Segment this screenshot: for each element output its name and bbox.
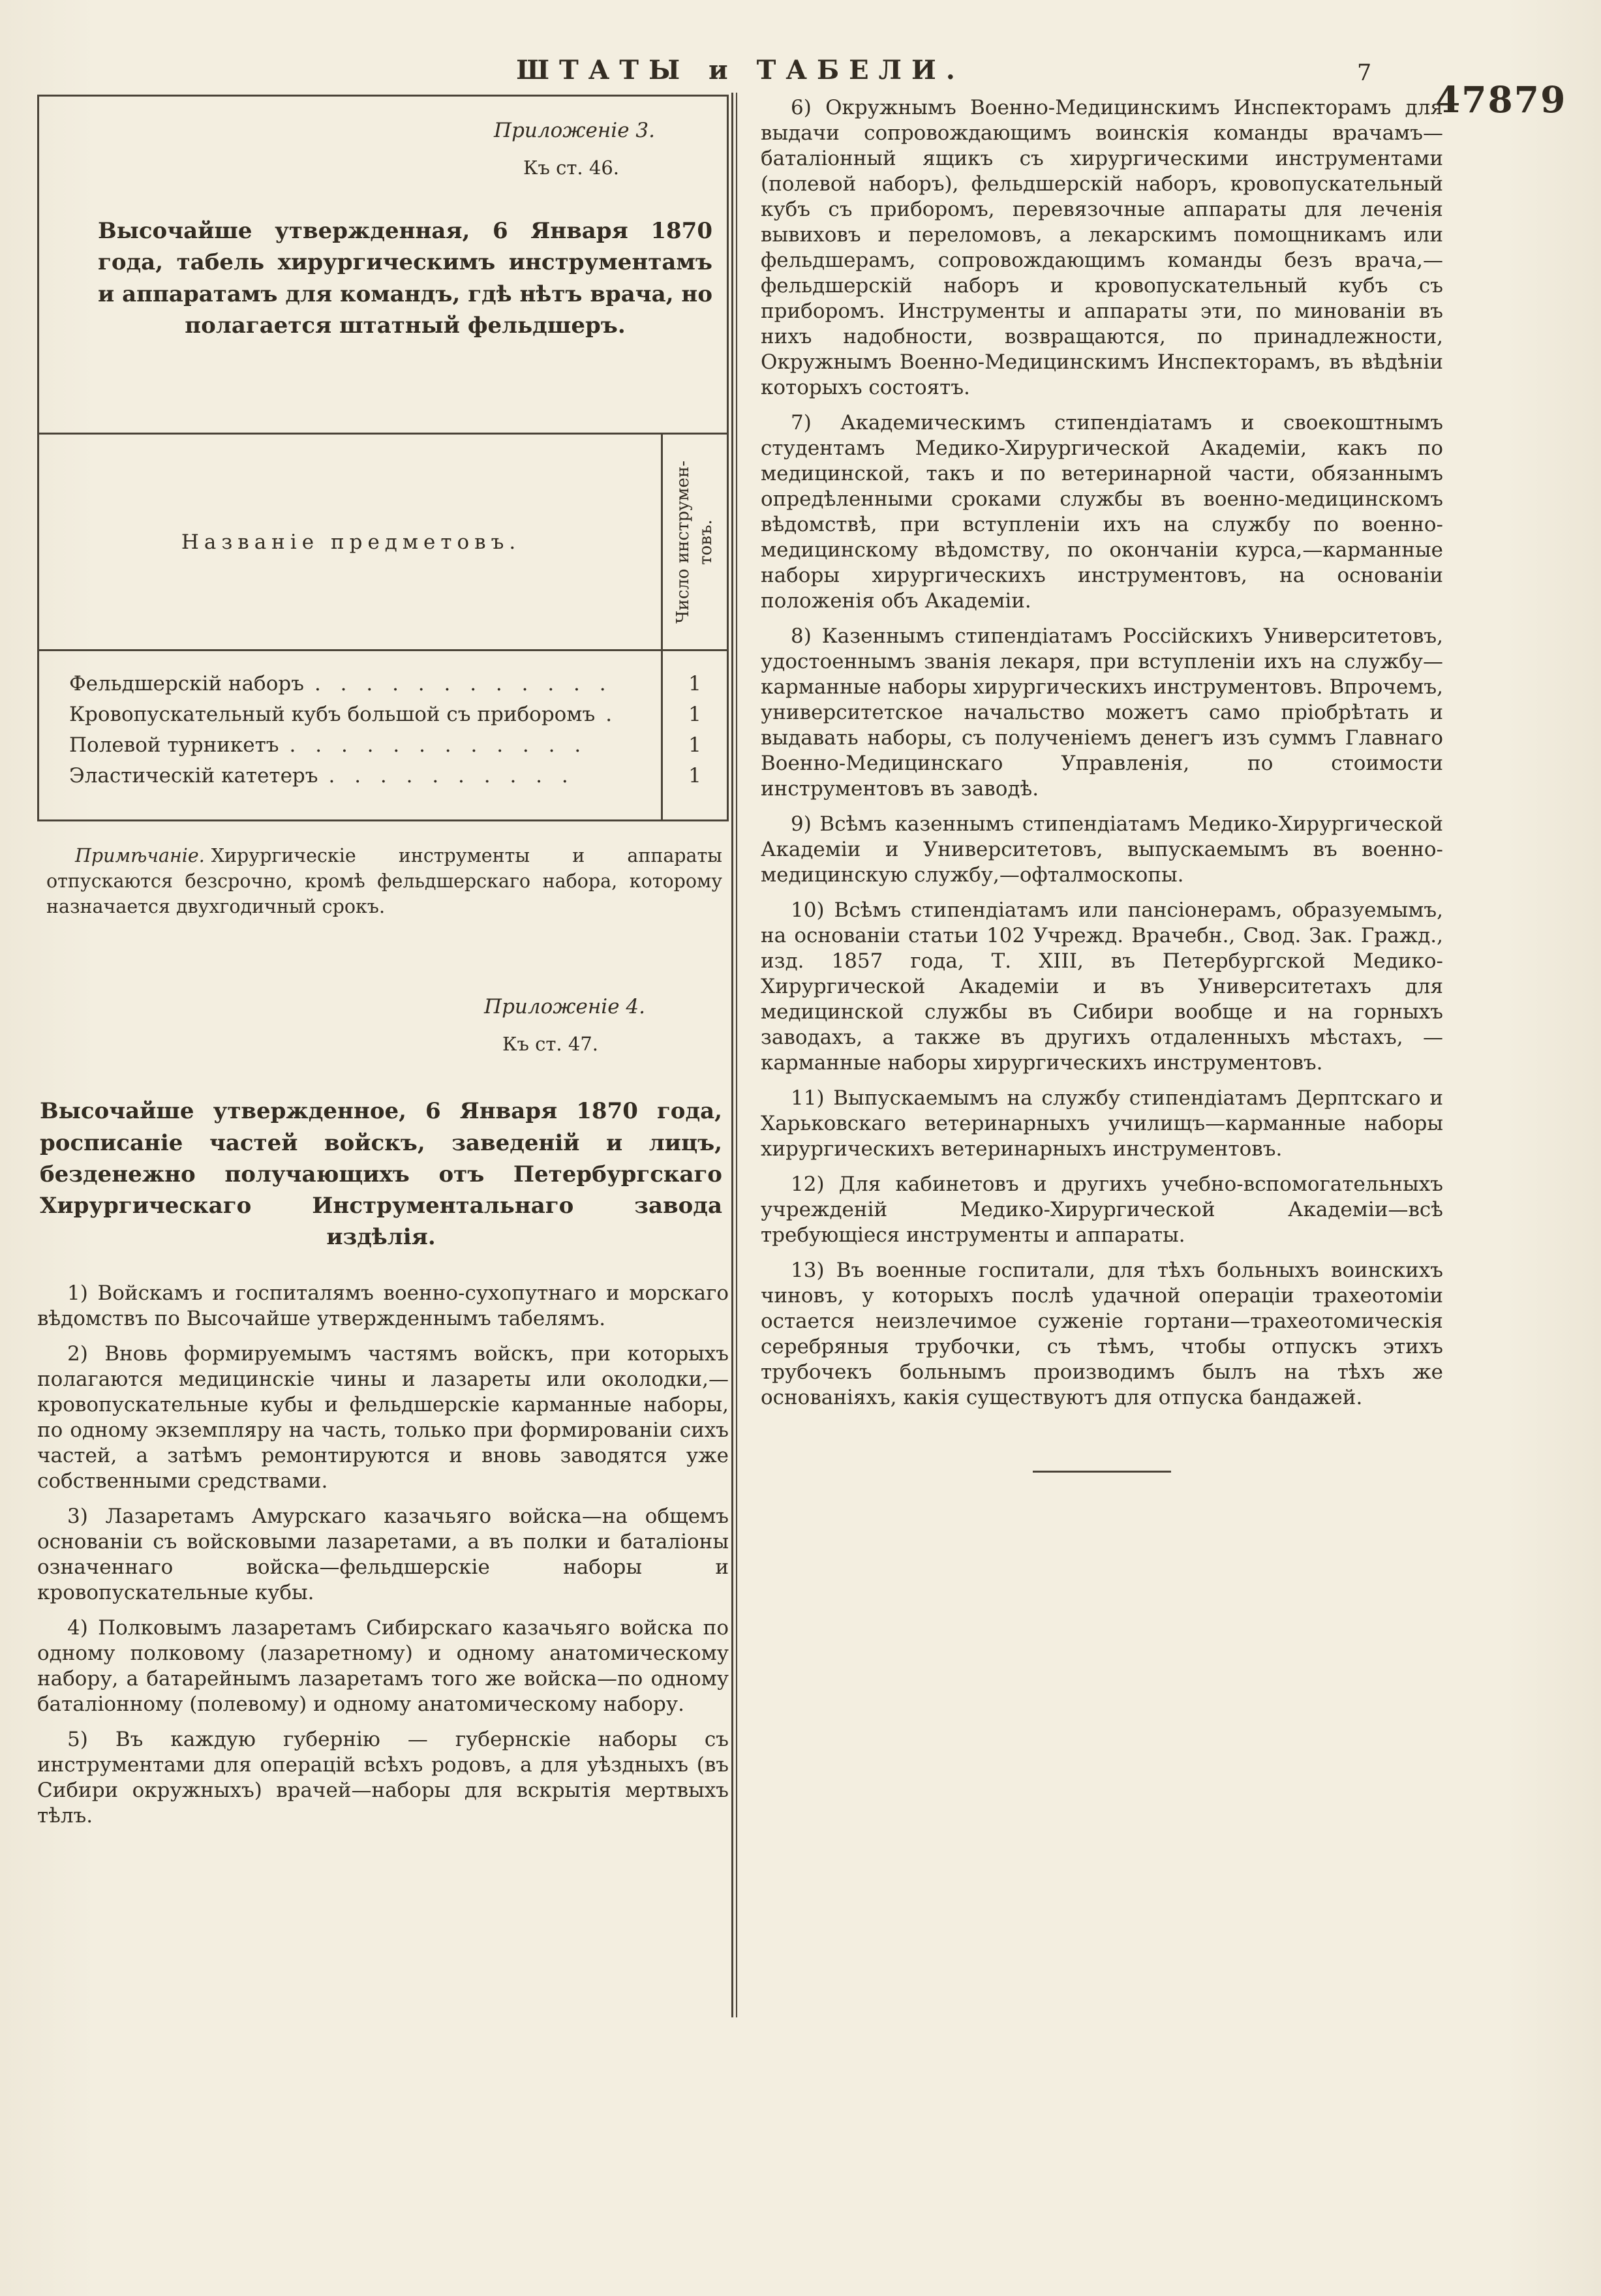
paragraph-2: 2) Вновь формируемымъ частямъ войскъ, при которыхъ полагаются медицинскіе чины и лазареты или околодки,—кровопускательные кубы и фельдшерскіе карманные наборы, по одному экземпляру на часть, только при формированіи сихъ частей, а затѣмъ ремонтируются и вновь заводятся уже собственными средствами. — [37, 1341, 729, 1493]
table-header-count-label — [672, 461, 718, 624]
table-row — [39, 668, 727, 699]
table-column-rule — [661, 435, 663, 819]
item-name-cell — [39, 703, 663, 726]
count-header-line1: Число инструмен- — [673, 460, 693, 624]
appendix3-heading: Высочайше утвержденная, 6 Января 1870 года, табель хирургическимъ инструментамъ и аппаратамъ для командъ, гдѣ нѣтъ врача, но полагается штатный фельдшеръ. — [98, 218, 712, 339]
item-name-cell — [39, 764, 663, 788]
table-row — [39, 760, 727, 791]
item-name: Эластическій катетеръ — [69, 763, 318, 788]
dot-leader: . . . . . . . . . . . . — [314, 671, 613, 696]
paragraph-3: 3) Лазаретамъ Амурскаго казачьяго войска—на общемъ основаніи съ войсковыми лазаретами, а въ полки и баталіоны означеннаго войска—фельдшерскіе наборы и кровопускательные кубы. — [37, 1504, 729, 1604]
paragraph-6: 6) Окружнымъ Военно-Медицинскимъ Инспекторамъ для выдачи сопровождающимъ воинскія команды врачамъ—баталіонный ящикъ съ хирургическими инструментами (полевой наборъ), фельдшерскій наборъ, кровопускательный кубъ съ приборомъ, перевязочные аппараты для леченія вывиховъ и переломовъ, а лекарскимъ помощникамъ или фельдшерамъ, сопровождающимъ команды безъ врача,—фельдшерскій наборъ и кровопускательный кубъ съ приборомъ. Инструменты и аппараты эти, по минованіи въ нихъ надобности, возвращаются, по принадлежности, Окружнымъ Военно-Медицинскимъ Инспекторамъ, въ вѣдѣніи которыхъ состоятъ. — [761, 96, 1443, 399]
table-header-count — [663, 435, 727, 649]
dot-leader: . — [605, 702, 619, 726]
table-row — [39, 699, 727, 729]
item-count: 1 — [688, 763, 701, 788]
item-name: Кровопускательный кубъ большой съ приборомъ — [69, 702, 596, 726]
section-end-rule — [1033, 1471, 1171, 1473]
paragraph-13: 13) Въ военные госпитали, для тѣхъ больныхъ воинскихъ чиновъ, у которыхъ послѣ удачной операціи трахеотоміи остается неизлечимое суженіе гортани—трахеотомическія серебряныя трубочки, съ тѣмъ, чтобы отпускъ этихъ трубочекъ больнымъ производимъ былъ на тѣхъ же основаніяхъ, какія существуютъ для отпуска бандажей. — [761, 1259, 1443, 1409]
paragraph-9: 9) Всѣмъ казеннымъ стипендіатамъ Медико-Хирургической Академіи и Университетовъ, выпускаемымъ въ военно-медицинскую службу,—офталмоскопы. — [761, 812, 1443, 887]
appendix4-heading: Высочайше утвержденное, 6 Января 1870 года, росписаніе частей войскъ, заведеній и лицъ, безденежно получающихъ отъ Петербургскаго Хирургическаго Инструментальнаго завода издѣлія. — [40, 1098, 722, 1251]
dot-leader: . . . . . . . . . . . . — [289, 733, 588, 757]
left-column — [37, 95, 729, 1829]
item-count: 1 — [688, 702, 701, 726]
appendix4-article-ref: Къ ст. 47. — [502, 1033, 598, 1056]
instruments-table — [39, 433, 727, 819]
item-name-cell — [39, 672, 663, 696]
count-header-line2: товъ. — [696, 519, 716, 565]
item-count: 1 — [688, 733, 701, 757]
item-name: Фельдшерскій наборъ — [69, 671, 304, 696]
paragraph-5: 5) Въ каждую губернію — губернскіе наборы съ инструментами для операцій всѣхъ родовъ, а для уѣздныхъ (въ Сибири окружныхъ) врачей—наборы для вскрытія мертвыхъ тѣлъ. — [37, 1727, 729, 1828]
item-name: Полевой турникетъ — [69, 733, 279, 757]
column-divider — [731, 93, 737, 2017]
table-header-name: Названіе предметовъ. — [181, 530, 521, 554]
appendix3-article-ref: Къ ст. 46. — [523, 157, 619, 179]
paragraph-7: 7) Академическимъ стипендіатамъ и своекоштнымъ студентамъ Медико-Хирургической Академіи, какъ по медицинской, такъ и по ветеринарной части, обязаннымъ опредѣленными сроками службы въ военно-медицинскомъ вѣдомствѣ, при вступленіи ихъ на службу по военно-медицинскому вѣдомству, по окончаніи курса,—карманные наборы хирургическихъ инструментовъ, на основаніи положенія объ Академіи. — [761, 411, 1443, 613]
dot-leader: . . . . . . . . . . — [328, 763, 575, 788]
note-text: Хирургическіе инструменты и аппараты отпускаются безсрочно, кромѣ фельдшерскаго набора, которому назначается двухгодичный срокъ. — [46, 845, 722, 917]
appendix4-item-list — [37, 1281, 729, 1829]
paragraph-11: 11) Выпускаемымъ на службу стипендіатамъ Дерптскаго и Харьковскаго ветеринарныхъ училищъ—карманные наборы хирургическихъ ветеринарныхъ инструментовъ. — [761, 1086, 1443, 1161]
table-header-row — [39, 435, 727, 651]
paragraph-1: 1) Войскамъ и госпиталямъ военно-сухопутнаго и морскаго вѣдомствъ по Высочайше утвержденнымъ табелямъ. — [37, 1281, 729, 1330]
item-count: 1 — [688, 671, 701, 696]
right-column — [761, 93, 1443, 1473]
document-number: 47879 — [1435, 78, 1567, 121]
table-body — [39, 651, 727, 819]
appendix3-box — [37, 95, 729, 821]
appendix4-label: Приложеніе 4. — [484, 995, 645, 1019]
page-number: 7 — [1357, 60, 1372, 86]
appendix3-label: Приложеніе 3. — [494, 119, 655, 142]
appendix3-note — [46, 844, 722, 919]
table-row — [39, 729, 727, 760]
paragraph-12: 12) Для кабинетовъ и другихъ учебно-вспомогательныхъ учрежденій Медико-Хирургической Академіи—всѣ требующіеся инструменты и аппараты. — [761, 1172, 1443, 1247]
item-name-cell — [39, 733, 663, 757]
paragraph-8: 8) Казеннымъ стипендіатамъ Россійскихъ Университетовъ, удостоеннымъ званія лекаря, при вступленіи ихъ на службу—карманные наборы хирургическихъ инструментовъ. Впрочемъ, университетское начальство можетъ само пріобрѣтать и выдавать наборы, съ полученіемъ денегъ изъ суммъ Главнаго Военно-Медицинскаго Управленія, по стоимости инструментовъ въ заводѣ. — [761, 624, 1443, 801]
page-header-title: ШТАТЫ и ТАБЕЛИ. — [516, 55, 965, 85]
paragraph-10: 10) Всѣмъ стипендіатамъ или пансіонерамъ, образуемымъ, на основаніи статьи 102 Учрежд. Врачебн., Свод. Зак. Гражд., изд. 1857 года, Т. XIII, въ Петербургской Медико-Хирургической Академіи и въ Университетахъ для медицинской службы въ Сибири вообще и на горныхъ заводахъ, а также въ другихъ отдаленныхъ мѣстахъ, — карманные наборы хирургическихъ инструментовъ. — [761, 898, 1443, 1075]
note-lead: Примѣчаніе. — [75, 845, 205, 867]
paragraph-4: 4) Полковымъ лазаретамъ Сибирскаго казачьяго войска по одному полковому (лазаретному) и одному анатомическому набору, а батарейнымъ лазаретамъ того же войска—по одному баталіонному (полевому) и одному анатомическому набору. — [37, 1615, 729, 1716]
